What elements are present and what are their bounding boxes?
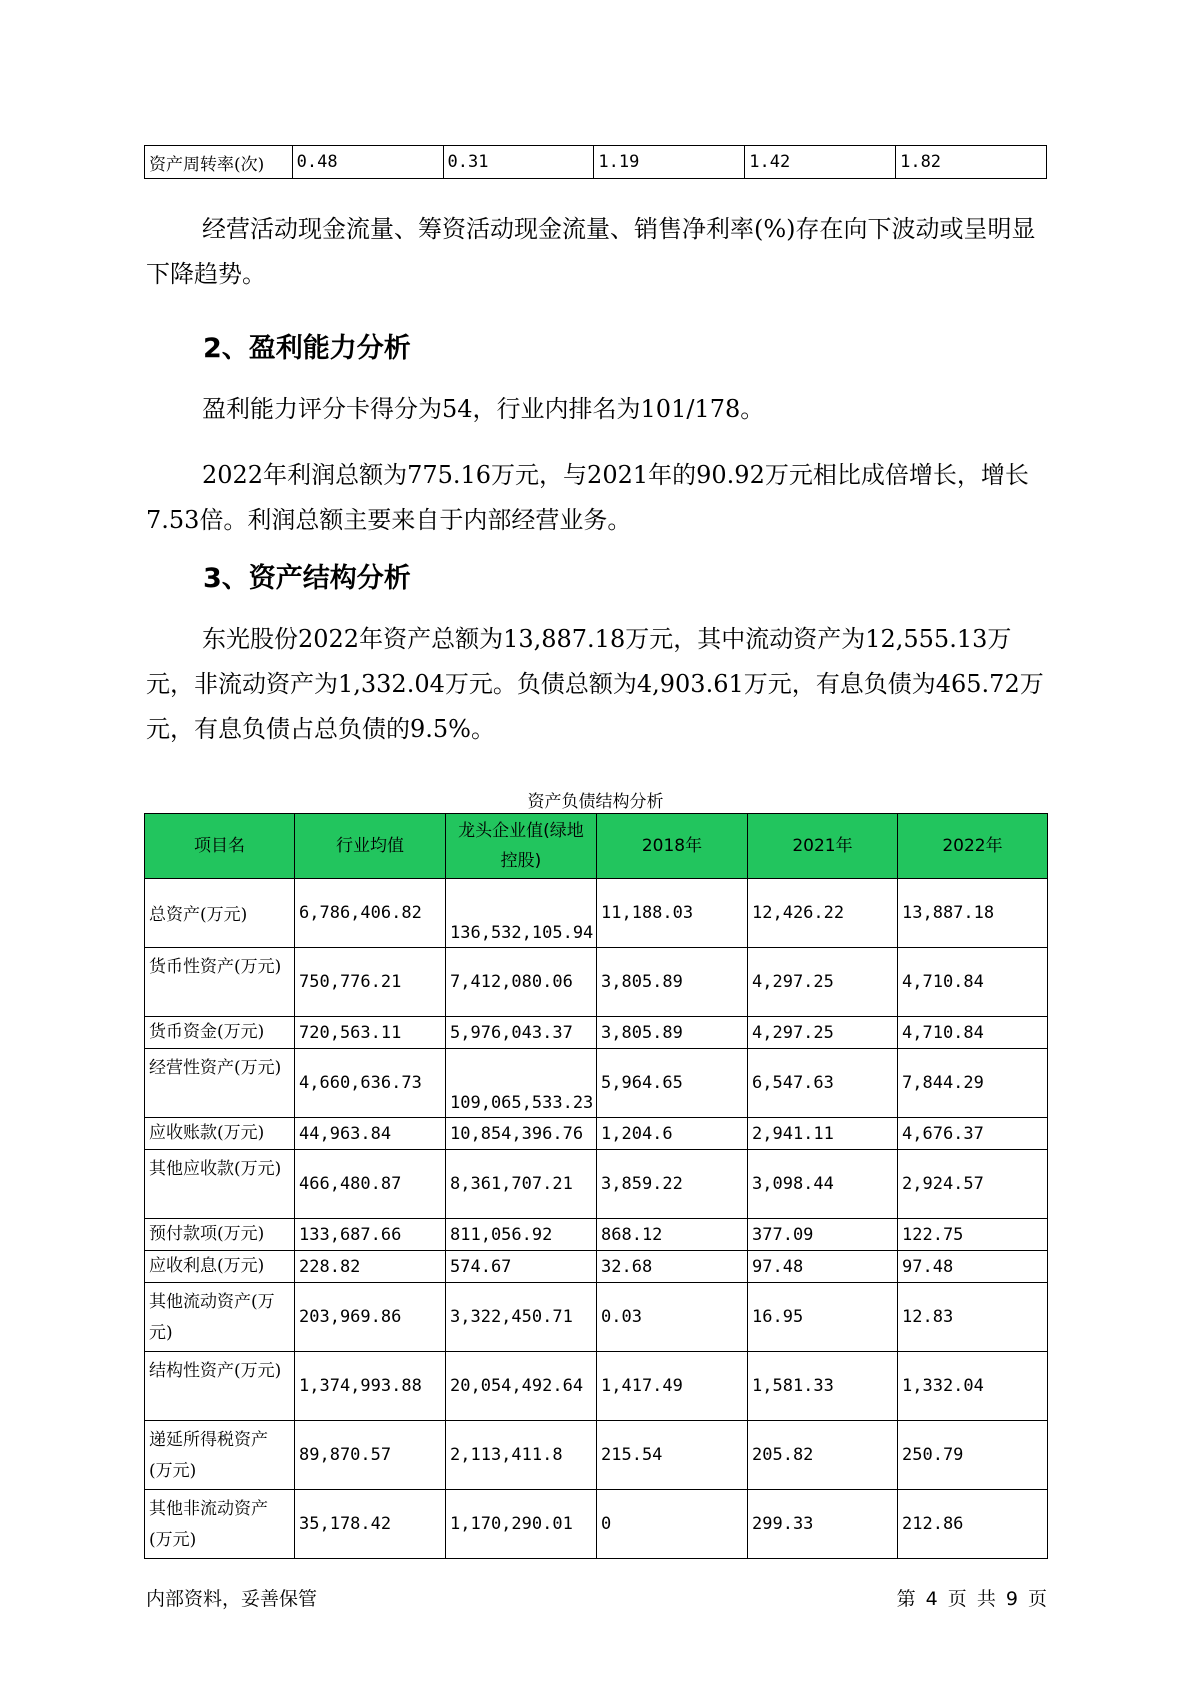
table-cell: 8,361,707.21	[446, 1150, 597, 1219]
row-label: 其他非流动资产(万元)	[145, 1490, 295, 1559]
row-label: 递延所得税资产(万元)	[145, 1421, 295, 1490]
table-cell: 466,480.87	[295, 1150, 446, 1219]
table-cell: 32.68	[597, 1251, 748, 1283]
column-header: 项目名	[145, 814, 295, 879]
table-row	[145, 1150, 1048, 1219]
table-cell: 97.48	[898, 1251, 1048, 1283]
row-label: 货币性资产(万元)	[145, 948, 295, 1017]
table-cell: 6,786,406.82	[295, 879, 446, 948]
table-cell: 97.48	[748, 1251, 898, 1283]
table-cell: 16.95	[748, 1283, 898, 1352]
column-header: 行业均值	[295, 814, 446, 879]
paragraph-asset-structure: 东光股份2022年资产总额为13,887.18万元，其中流动资产为12,555.13万元，非流动资产为1,332.04万元。负债总额为4,903.61万元，有息负债为465.72万元，有息负债占总负债的9.5%。	[146, 625, 1044, 743]
asset-turnover-table	[144, 145, 1047, 179]
table-cell: 13,887.18	[898, 879, 1048, 948]
footer-page-number: 第 4 页 共 9 页	[896, 1588, 1047, 1610]
row-label: 资产周转率(次)	[145, 146, 293, 179]
column-header: 2018年	[597, 814, 748, 879]
table-cell: 228.82	[295, 1251, 446, 1283]
table-row	[145, 948, 1048, 1017]
row-label: 货币资金(万元)	[145, 1017, 295, 1049]
table-cell: 574.67	[446, 1251, 597, 1283]
table-row	[145, 1049, 1048, 1118]
table-cell: 203,969.86	[295, 1283, 446, 1352]
paragraph-cashflow: 经营活动现金流量、筹资活动现金流量、销售净利率(%)存在向下波动或呈明显下降趋势。	[146, 215, 1036, 288]
table-cell: 10,854,396.76	[446, 1118, 597, 1150]
table-cell: 89,870.57	[295, 1421, 446, 1490]
table-cell: 250.79	[898, 1421, 1048, 1490]
row-label: 其他应收款(万元)	[145, 1150, 295, 1219]
section-heading-asset-structure: 3、资产结构分析	[203, 563, 411, 594]
table-cell: 122.75	[898, 1219, 1048, 1251]
table-cell: 2,924.57	[898, 1150, 1048, 1219]
table-cell: 2,941.11	[748, 1118, 898, 1150]
table-cell: 0	[597, 1490, 748, 1559]
table-row	[145, 1017, 1048, 1049]
table-cell: 4,297.25	[748, 1017, 898, 1049]
table-cell: 3,859.22	[597, 1150, 748, 1219]
table-cell: 3,322,450.71	[446, 1283, 597, 1352]
table-cell: 0.31	[443, 146, 594, 179]
table-cell: 109,065,533.23	[446, 1049, 597, 1118]
section-heading-profitability: 2、盈利能力分析	[203, 333, 411, 364]
table-cell: 1,417.49	[597, 1352, 748, 1421]
table-cell: 3,805.89	[597, 1017, 748, 1049]
table-cell: 3,805.89	[597, 948, 748, 1017]
table-cell: 5,976,043.37	[446, 1017, 597, 1049]
table-cell: 1.42	[745, 146, 896, 179]
table-cell: 4,297.25	[748, 948, 898, 1017]
table-caption: 资产负债结构分析	[527, 792, 664, 812]
row-label: 经营性资产(万元)	[145, 1049, 295, 1118]
row-label: 其他流动资产(万元)	[145, 1283, 295, 1352]
paragraph-profit-score: 盈利能力评分卡得分为54，行业内排名为101/178。	[202, 395, 765, 423]
table-row	[145, 879, 1048, 948]
table-cell: 1,170,290.01	[446, 1490, 597, 1559]
table-cell: 1.82	[896, 146, 1047, 179]
table-cell: 3,098.44	[748, 1150, 898, 1219]
table-cell: 750,776.21	[295, 948, 446, 1017]
table-row	[145, 1490, 1048, 1559]
table-cell: 133,687.66	[295, 1219, 446, 1251]
column-header: 龙头企业值(绿地控股)	[446, 814, 597, 879]
table-header-row	[145, 814, 1048, 879]
table-cell: 4,676.37	[898, 1118, 1048, 1150]
table-cell: 136,532,105.94	[446, 879, 597, 948]
table-cell: 1,374,993.88	[295, 1352, 446, 1421]
table-cell: 4,660,636.73	[295, 1049, 446, 1118]
table-cell: 4,710.84	[898, 948, 1048, 1017]
row-label: 应收账款(万元)	[145, 1118, 295, 1150]
table-cell: 4,710.84	[898, 1017, 1048, 1049]
row-label: 预付款项(万元)	[145, 1219, 295, 1251]
table-cell: 868.12	[597, 1219, 748, 1251]
table-cell: 2,113,411.8	[446, 1421, 597, 1490]
table-cell: 212.86	[898, 1490, 1048, 1559]
column-header: 2021年	[748, 814, 898, 879]
table-cell: 0.48	[292, 146, 443, 179]
column-header: 2022年	[898, 814, 1048, 879]
table-row	[145, 1118, 1048, 1150]
asset-liability-table	[144, 813, 1048, 1559]
table-row	[145, 1421, 1048, 1490]
table-cell: 0.03	[597, 1283, 748, 1352]
table-cell: 1.19	[594, 146, 745, 179]
table-cell: 20,054,492.64	[446, 1352, 597, 1421]
table-cell: 12.83	[898, 1283, 1048, 1352]
paragraph-profit-total: 2022年利润总额为775.16万元，与2021年的90.92万元相比成倍增长，增长7.53倍。利润总额主要来自于内部经营业务。	[146, 461, 1029, 534]
table-cell: 7,412,080.06	[446, 948, 597, 1017]
table-cell: 215.54	[597, 1421, 748, 1490]
table-row	[145, 1352, 1048, 1421]
table-row	[145, 1219, 1048, 1251]
table-row	[145, 1251, 1048, 1283]
row-label: 结构性资产(万元)	[145, 1352, 295, 1421]
table-cell: 35,178.42	[295, 1490, 446, 1559]
table-cell: 299.33	[748, 1490, 898, 1559]
table-cell: 7,844.29	[898, 1049, 1048, 1118]
table-cell: 11,188.03	[597, 879, 748, 948]
table-cell: 5,964.65	[597, 1049, 748, 1118]
table-cell: 44,963.84	[295, 1118, 446, 1150]
table-cell: 720,563.11	[295, 1017, 446, 1049]
row-label: 应收利息(万元)	[145, 1251, 295, 1283]
row-label: 总资产(万元)	[145, 879, 295, 948]
table-cell: 205.82	[748, 1421, 898, 1490]
table-cell: 811,056.92	[446, 1219, 597, 1251]
table-cell: 6,547.63	[748, 1049, 898, 1118]
table-row	[145, 146, 1047, 179]
table-cell: 1,204.6	[597, 1118, 748, 1150]
table-cell: 1,581.33	[748, 1352, 898, 1421]
table-cell: 377.09	[748, 1219, 898, 1251]
table-row	[145, 1283, 1048, 1352]
footer-confidential-note: 内部资料，妥善保管	[146, 1588, 318, 1610]
table-cell: 1,332.04	[898, 1352, 1048, 1421]
table-cell: 12,426.22	[748, 879, 898, 948]
